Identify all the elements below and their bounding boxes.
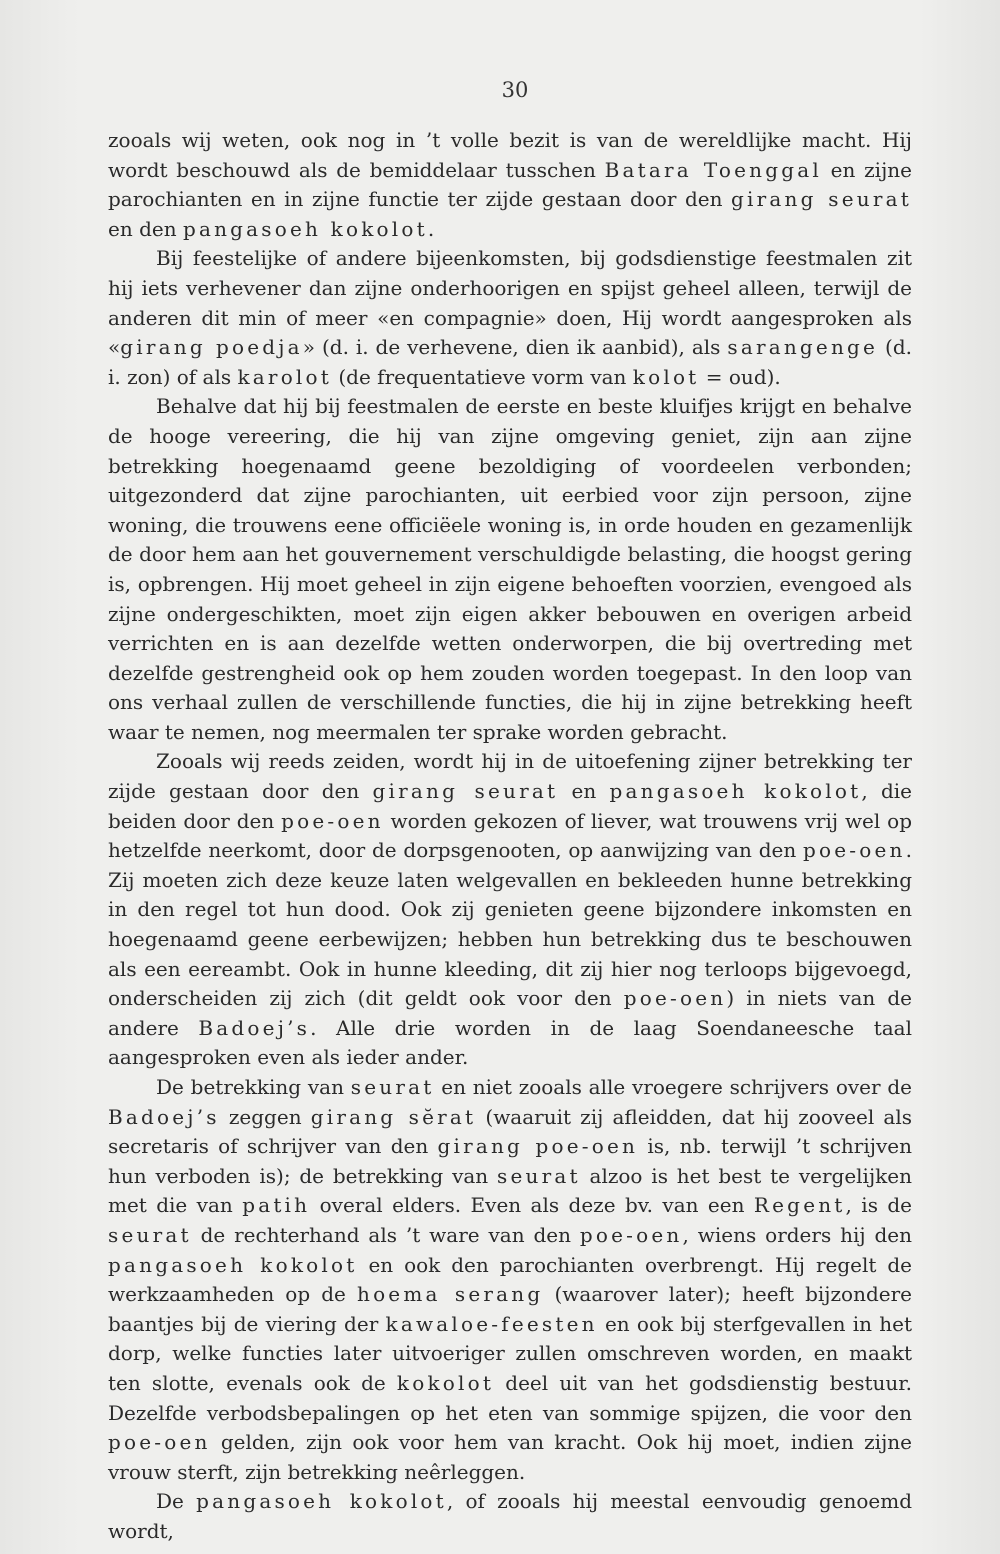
spaced-term: girang seurat bbox=[731, 187, 912, 212]
spaced-term: kolot bbox=[632, 364, 700, 389]
text-run: en ook bij sterfgevallen in het dorp, welke functies later uitvoeriger zullen omschreven worden, en maakt ten slotte, evenals ook de bbox=[108, 1311, 912, 1395]
text-run: (de frequentatieve vorm van bbox=[332, 364, 633, 389]
spaced-term: Regent bbox=[753, 1193, 846, 1218]
paragraph bbox=[108, 126, 912, 244]
text-run: alzoo is het best te vergelijken met die van bbox=[108, 1163, 912, 1218]
text-run: (waarover later); heeft bijzondere baantjes bij de viering der bbox=[108, 1282, 912, 1336]
paragraph bbox=[108, 392, 912, 747]
body-text bbox=[108, 126, 912, 1547]
text-run: en ook den parochianten overbrengt. Hij regelt de werkzaamheden op de bbox=[108, 1252, 912, 1307]
text-run: , is de bbox=[845, 1193, 913, 1218]
spaced-term: sarangenge bbox=[727, 335, 879, 360]
spaced-term: Badoej’s bbox=[198, 1015, 311, 1040]
spaced-term: poe-oen bbox=[803, 838, 906, 863]
text-run: zeggen bbox=[219, 1104, 311, 1129]
paragraph bbox=[108, 1487, 912, 1546]
text-run: overal elders. Even als deze bv. van een bbox=[310, 1193, 754, 1218]
text-run: . Alle drie worden in de laag Soendaneesche taal aangesproken even als ieder ander. bbox=[108, 1015, 912, 1070]
spaced-term: hoema serang bbox=[356, 1282, 544, 1307]
spaced-term: seurat bbox=[497, 1163, 581, 1188]
text-run: , die beiden door den bbox=[108, 779, 913, 833]
spaced-term: Batara Toenggal bbox=[604, 157, 822, 182]
text-run: en niet zooals alle vroegere schrijvers over de bbox=[434, 1075, 913, 1099]
spaced-term: karolot bbox=[237, 364, 333, 389]
spaced-term: girang poe-oen bbox=[437, 1134, 639, 1159]
text-run: . Zij moeten zich deze keuze laten welgevallen en bekleeden hunne betrekking in den regel tot hun dood. Ook zij genieten geene bijzondere inkomsten en hoegenaamd geene eerbewijzen; hebben hun betrekking dus te beschouwen als een eereambt. Ook in hunne kleeding, dit zij hier nog terloops bijgevoegd, onderscheiden zij zich (dit geldt ook voor den bbox=[108, 838, 912, 1011]
spaced-term: girang seurat bbox=[372, 779, 559, 804]
text-run: is, nb. terwijl ’t schrijven hun verboden is); de betrekking van bbox=[108, 1134, 912, 1188]
text-run: De bbox=[156, 1489, 197, 1514]
text-run: deel uit van het godsdienstig bestuur. Dezelfde verbodsbepalingen op het eten van sommige spijzen, die voor den bbox=[108, 1370, 912, 1425]
spaced-term: poe-oen bbox=[579, 1222, 683, 1247]
text-run: (d. i. zon) of als bbox=[108, 335, 912, 389]
text-run: en den bbox=[108, 216, 183, 241]
text-run: ) in niets van de andere bbox=[108, 986, 912, 1040]
text-run: Bij feestelijke of andere bijeenkomsten, bij godsdienstige feestmalen zit hij iets verhevener dan zijne onderhoorigen en spijst geheel alleen, terwijl de anderen dit min of meer «en compagnie» doen, Hij wordt aangesproken als « bbox=[108, 246, 912, 360]
text-run: zooals wij weten, ook nog in ’t volle bezit is van de wereldlijke macht. Hij wordt beschouwd als de bemiddelaar tusschen bbox=[108, 128, 912, 182]
spaced-term: kawaloe-feesten bbox=[385, 1311, 598, 1336]
text-run: » (d. i. de verhevene, dien ik aanbid), als bbox=[302, 335, 728, 360]
text-run: (waaruit zij afleidden, dat hij zooveel als secretaris of schrijver van den bbox=[108, 1104, 912, 1159]
spaced-term: seurat bbox=[350, 1075, 435, 1099]
paragraph bbox=[108, 747, 912, 1073]
text-run: worden gekozen of liever, wat trouwens vrij wel op hetzelfde neerkomt, door de dorpsgenooten, op aanwijzing van den bbox=[108, 808, 912, 863]
spaced-term: pangasoeh kokolot bbox=[182, 216, 428, 241]
spaced-term: girang poedja bbox=[120, 335, 303, 360]
spaced-term: pangasoeh kokolot bbox=[196, 1489, 447, 1514]
text-run: = oud). bbox=[699, 364, 781, 389]
text-run: , of zooals hij meestal eenvoudig genoemd wordt, bbox=[108, 1489, 912, 1543]
page-number: 30 bbox=[501, 78, 529, 102]
text-run: Behalve dat hij bij feestmalen de eerste en beste kluifjes krijgt en behalve de hooge vereering, die hij van zijne omgeving geniet, zijn aan zijne betrekking hoegenaamd geene bezoldiging of voordeelen verbonden; uitgezonderd dat zijne parochianten, uit eerbied voor zijn persoon, zijne woning, die trouwens eene officiëele woning is, in orde houden en gezamenlijk de door hem aan het gouvernement verschuldigde belasting, die hoogst gering is, opbrengen. Hij moet geheel in zijn eigene behoeften voorzien, evengoed als zijne ondergeschikten, moet zijn eigen akker bebouwen en overigen arbeid verrichten en is aan dezelfde wetten onderworpen, die bij overtreding met dezelfde gestrengheid ook op hem zouden worden toegepast. In den loop van ons verhaal zullen de verschillende functies, die hij in zijne betrekking heeft waar te nemen, nog meermalen ter sprake worden gebracht. bbox=[108, 394, 912, 744]
text-run: gelden, zijn ook voor hem van kracht. Ook hij moet, indien zijne vrouw sterft, zijn betrekking neêrleggen. bbox=[108, 1430, 912, 1484]
text-run: de rechterhand als ’t ware van den bbox=[191, 1222, 580, 1247]
spaced-term: kokolot bbox=[396, 1370, 495, 1395]
text-run: De betrekking van bbox=[156, 1075, 351, 1099]
text-run: en zijne parochianten en in zijne functie ter zijde gestaan door den bbox=[108, 157, 912, 212]
spaced-term: seurat bbox=[108, 1222, 192, 1247]
spaced-term: pangasoeh kokolot bbox=[609, 779, 862, 804]
spaced-term: pangasoeh kokolot bbox=[108, 1252, 358, 1277]
spaced-term: Badoej’s bbox=[108, 1104, 220, 1129]
spaced-term: patih bbox=[242, 1193, 311, 1218]
spaced-term: poe-oen bbox=[281, 808, 384, 833]
text-run: . bbox=[427, 216, 435, 241]
text-run: Zooals wij reeds zeiden, wordt hij in de uitoefening zijner betrekking ter zijde gestaan door den bbox=[108, 749, 912, 804]
paragraph bbox=[108, 244, 912, 392]
spaced-term: poe-oen bbox=[108, 1430, 211, 1455]
text-run: en bbox=[558, 779, 610, 804]
paragraph bbox=[108, 1073, 912, 1487]
text-run: , wiens orders hij den bbox=[682, 1222, 912, 1247]
spaced-term: girang sĕrat bbox=[310, 1104, 477, 1129]
spaced-term: poe-oen bbox=[623, 986, 727, 1011]
